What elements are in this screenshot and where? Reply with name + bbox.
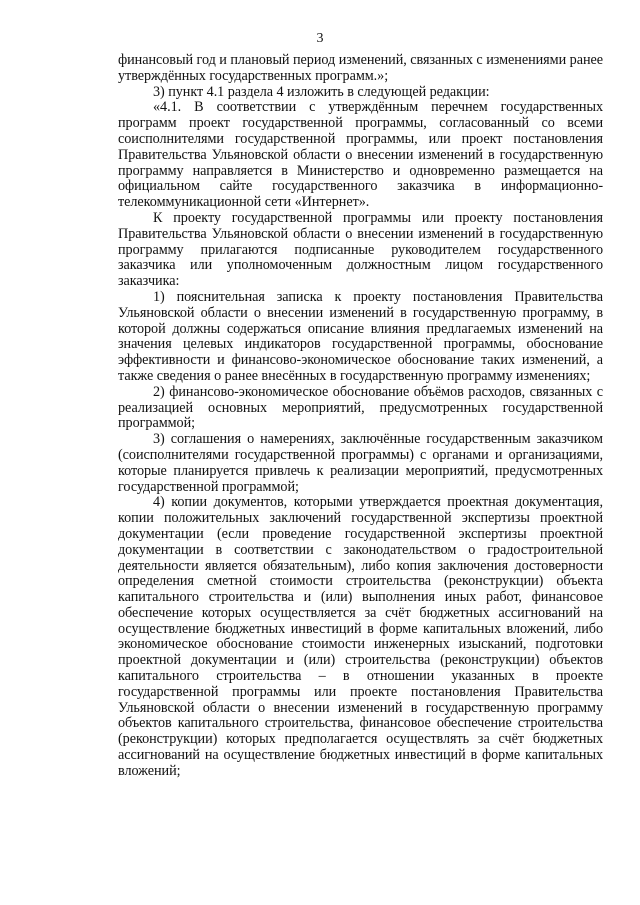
- paragraph-subitem-1: 1) пояснительная записка к проекту постановления Правительства Ульяновской области о внесении изменений в государственную программу, в которой должны содержаться описание влияния предлагаемых изменений на значения целевых индикаторов государственной программы, обоснование эффективности и финансово-экономическое обоснование таких изменений, а также сведения о ранее внесённых в государственную программу изменениях;: [118, 288, 603, 384]
- paragraph-subitem-4: 4) копии документов, которыми утверждается проектная документация, копии положительных заключений государственной экспертизы проектной документации (если проведение государственной экспертизы проектной документации в соответствии с законодательством о градостроительной деятельности является обязательным), либо копия заключения достоверности определения сметной стоимости строительства (реконструкции) объекта капитального строительства и (или) выполнения иных работ, финансовое обеспечение которых осуществляется за счёт бюджетных ассигнований на осуществление бюджетных инвестиций в форме капитальных вложений, либо экономическое обоснование стоимости инженерных изысканий, подготовки проектной документации и (или) строительства (реконструкции) объектов капитального строительства – в отношении указанных в проекте государственной программы или проекте постановления Правительства Ульяновской области о внесении изменений в государственную программу объектов капитального строительства, финансовое обеспечение строительства (реконструкции) которых предполагается осуществлять за счёт бюджетных ассигнований на осуществление бюджетных инвестиций в форме капитальных вложений;: [118, 494, 603, 779]
- paragraph-item-3: 3) пункт 4.1 раздела 4 изложить в следующей редакции:: [153, 83, 490, 100]
- paragraph-continuation: финансовый год и плановый период изменений, связанных с изменениями ранее утверждённых государственных программ.»;: [118, 52, 603, 84]
- paragraph-subitem-3: 3) соглашения о намерениях, заключённые государственным заказчиком (соисполнителями государственной программы) с органами и организациями, которые планируется привлечь к реализации мероприятий, предусмотренных государственной программой;: [118, 431, 603, 495]
- paragraph-attachments-intro: К проекту государственной программы или проекту постановления Правительства Ульяновской области о внесении изменений в государственную программу прилагаются подписанные руководителем государственного заказчика или уполномоченным должностным лицом государственного заказчика:: [118, 209, 603, 290]
- page-number: 3: [316, 31, 324, 46]
- paragraph-subitem-2: 2) финансово-экономическое обоснование объёмов расходов, связанных с реализацией основных мероприятий, предусмотренных государственной программой;: [118, 383, 603, 432]
- paragraph-clause-4-1: «4.1. В соответствии с утверждённым перечнем государственных программ проект государственной программы, согласованный со всеми соисполнителями государственной программы, или проект постановления Правительства Ульяновской области о внесении изменений в государственную программу направляется в Министерство и одновременно размещается на официальном сайте государственного заказчика в информационно-телекоммуникационной сети «Интернет».: [118, 99, 603, 211]
- document-body: [118, 53, 603, 780]
